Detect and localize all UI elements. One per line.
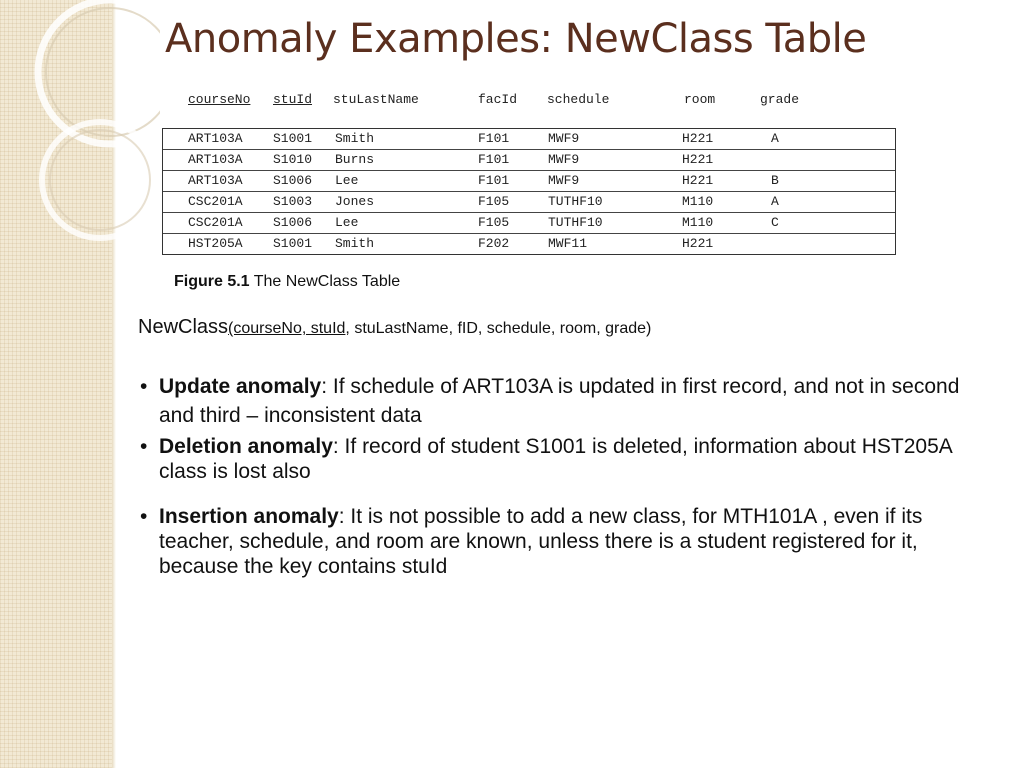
table-row bbox=[163, 234, 895, 254]
anomaly-bullet-list bbox=[140, 372, 970, 579]
cell-schedule: MWF9 bbox=[548, 131, 580, 146]
cell-schedule: MWF9 bbox=[548, 152, 580, 167]
cell-stulastname: Jones bbox=[335, 194, 375, 209]
cell-facid: F105 bbox=[478, 194, 510, 209]
cell-facid: F101 bbox=[478, 131, 510, 146]
cell-stuid: S1006 bbox=[273, 173, 313, 188]
cell-courseno: CSC201A bbox=[188, 194, 243, 209]
column-header-facid: facId bbox=[478, 92, 518, 107]
bullet-deletion-anomaly bbox=[140, 434, 970, 484]
bullet-term: Deletion anomaly bbox=[159, 435, 333, 458]
cell-schedule: TUTHF10 bbox=[548, 194, 603, 209]
figure-caption bbox=[174, 273, 400, 291]
table-row bbox=[163, 192, 895, 213]
bullet-text: : It is not possible to add a new class, for MTH101A , even if its teacher, schedule, and room are known, unless there is a student registered for it, because the key contains stuId bbox=[159, 505, 923, 578]
cell-stulastname: Smith bbox=[335, 236, 375, 251]
deco-ring-small bbox=[42, 122, 158, 238]
column-header-grade: grade bbox=[760, 92, 800, 107]
cell-stulastname: Lee bbox=[335, 215, 359, 230]
cell-stuid: S1001 bbox=[273, 131, 313, 146]
cell-grade: A bbox=[771, 194, 779, 209]
slide-title: Anomaly Examples: NewClass Table bbox=[165, 16, 867, 62]
deco-ring-large-inner bbox=[46, 8, 160, 136]
column-header-stulastname: stuLastName bbox=[333, 92, 419, 107]
cell-room: M110 bbox=[682, 194, 714, 209]
decorative-rings bbox=[0, 0, 160, 300]
cell-facid: F101 bbox=[478, 152, 510, 167]
bullet-text: : If record of student S1001 is deleted, information about HST205A class is lost also bbox=[159, 435, 952, 483]
table-row bbox=[163, 171, 895, 192]
cell-stulastname: Burns bbox=[335, 152, 375, 167]
column-header-courseno: courseNo bbox=[188, 92, 251, 107]
cell-stulastname: Lee bbox=[335, 173, 359, 188]
cell-stuid: S1010 bbox=[273, 152, 313, 167]
newclass-table bbox=[162, 128, 896, 255]
cell-courseno: ART103A bbox=[188, 152, 243, 167]
column-header-schedule: schedule bbox=[547, 92, 610, 107]
bullet-insertion-anomaly bbox=[140, 504, 970, 579]
column-header-stuid: stuId bbox=[273, 92, 313, 107]
table-row bbox=[163, 129, 895, 150]
schema-key-part: (courseNo, stuId bbox=[228, 320, 346, 337]
schema-name: NewClass bbox=[138, 316, 229, 338]
figure-caption-text: The NewClass Table bbox=[249, 273, 401, 290]
table-row bbox=[163, 213, 895, 234]
cell-facid: F105 bbox=[478, 215, 510, 230]
cell-schedule: MWF9 bbox=[548, 173, 580, 188]
cell-courseno: ART103A bbox=[188, 173, 243, 188]
cell-room: H221 bbox=[682, 131, 714, 146]
cell-grade: C bbox=[771, 215, 779, 230]
cell-stulastname: Smith bbox=[335, 131, 375, 146]
relation-schema bbox=[138, 316, 651, 339]
cell-courseno: HST205A bbox=[188, 236, 243, 251]
bullet-term: Insertion anomaly bbox=[159, 505, 339, 528]
cell-grade: A bbox=[771, 131, 779, 146]
cell-courseno: ART103A bbox=[188, 131, 243, 146]
cell-facid: F202 bbox=[478, 236, 510, 251]
cell-room: M110 bbox=[682, 215, 714, 230]
table-row bbox=[163, 150, 895, 171]
cell-stuid: S1003 bbox=[273, 194, 313, 209]
column-header-room: room bbox=[684, 92, 716, 107]
cell-grade: B bbox=[771, 173, 779, 188]
cell-stuid: S1006 bbox=[273, 215, 313, 230]
cell-schedule: MWF11 bbox=[548, 236, 588, 251]
cell-room: H221 bbox=[682, 173, 714, 188]
cell-facid: F101 bbox=[478, 173, 510, 188]
bullet-term: Update anomaly bbox=[159, 375, 322, 398]
figure-caption-label: Figure 5.1 bbox=[174, 273, 250, 290]
bullet-update-anomaly bbox=[140, 372, 970, 430]
cell-schedule: TUTHF10 bbox=[548, 215, 603, 230]
cell-room: H221 bbox=[682, 152, 714, 167]
cell-courseno: CSC201A bbox=[188, 215, 243, 230]
table-column-headers bbox=[0, 92, 1024, 110]
schema-attributes: , stuLastName, fID, schedule, room, grade) bbox=[345, 320, 652, 337]
bullet-text: : If schedule of ART103A is updated in first record, and not in second and third – inconsistent data bbox=[159, 375, 960, 427]
cell-room: H221 bbox=[682, 236, 714, 251]
cell-stuid: S1001 bbox=[273, 236, 313, 251]
